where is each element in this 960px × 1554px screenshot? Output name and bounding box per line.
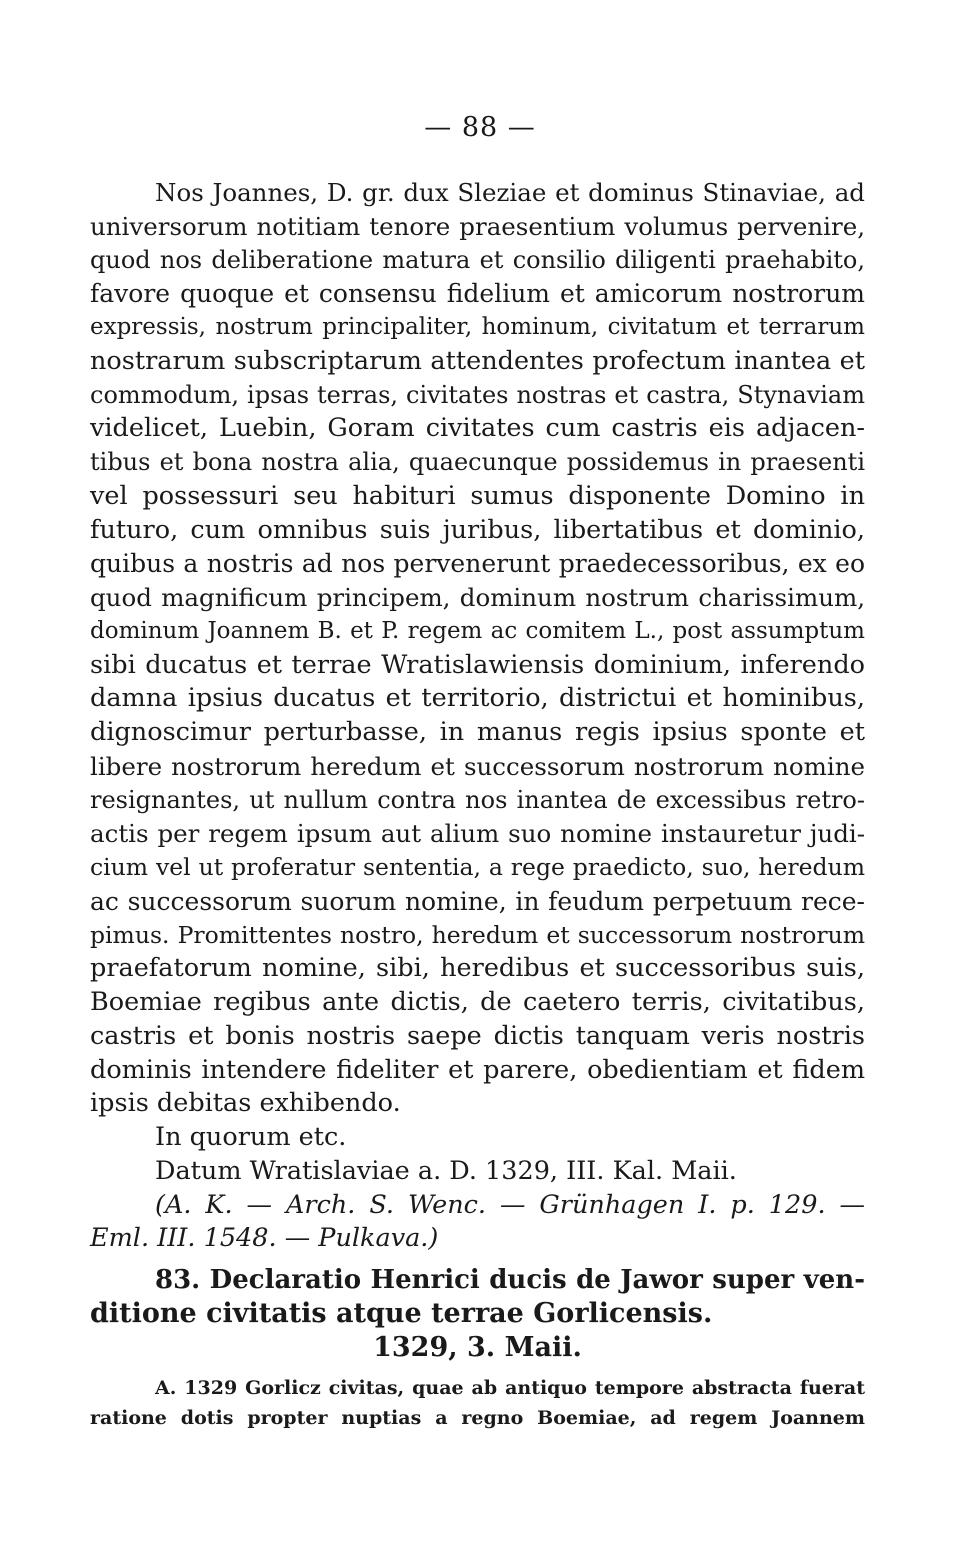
charter-line: favore quoque et consensu fidelium et amicorum nostrorum: [90, 279, 865, 309]
charter-line: Nos Joannes, D. gr. dux Sleziae et dominus Stinaviae, ad: [155, 178, 865, 207]
charter-line: castris et bonis nostris saepe dictis tanquam veris nostris: [90, 1020, 865, 1051]
charter-line: dignoscimur perturbasse, in manus regis ipsius sponte et: [90, 717, 865, 747]
heading-line: ditione civitatis atque terrae Gorlicensis.: [90, 1298, 713, 1329]
charter-line: quod nos deliberatione matura et consilio diligenti praehabito,: [90, 245, 865, 274]
charter-line: expressis, nostrum principaliter, hominum, civitatum et terrarum: [90, 314, 865, 340]
charter-line: commodum, ipsas terras, civitates nostras et castra, Stynaviam: [90, 380, 865, 409]
charter-line: resignantes, ut nullum contra nos inantea de excessibus retro-: [90, 785, 865, 814]
charter-line: dominum Joannem B. et P. regem ac comitem L., post assumptum: [90, 617, 865, 644]
in-quorum-line: In quorum etc.: [155, 1122, 347, 1152]
charter-line: damna ipsius ducatus et territorio, districtui et hominibus,: [90, 683, 865, 714]
heading-line: 83. Declaratio Henrici ducis de Jawor super ven-: [155, 1265, 865, 1295]
charter-line: pimus. Promittentes nostro, heredum et successorum nostrorum: [90, 920, 865, 949]
summary-line: A. 1329 Gorlicz civitas, quae ab antiquo tempore abstracta fuerat: [155, 1377, 865, 1399]
summary-text: [90, 1373, 865, 1433]
charter-line: cium vel ut proferatur sententia, a rege praedicto, suo, heredum: [90, 853, 865, 881]
source-citation-line: (A. K. — Arch. S. Wenc. — Grünhagen I. p. 129. —: [155, 1189, 865, 1220]
charter-line: universorum notitiam tenore praesentium volumus pervenire,: [90, 211, 865, 241]
charter-line: futuro, cum omnibus suis juribus, libertatibus et dominio,: [90, 514, 865, 545]
heading-date: 1329, 3. Maii.: [373, 1332, 582, 1363]
charter-line: ac successorum suorum nomine, in feudum perpetuum rece-: [90, 886, 865, 916]
document-heading: [90, 1263, 865, 1365]
charter-line: vel possessuri seu habituri sumus disponente Domino in: [90, 480, 865, 511]
charter-line: libere nostrorum heredum et successorum nostrorum nomine: [90, 751, 865, 781]
summary-line: ratione dotis propter nuptias a regno Boemiae, ad regem Joannem: [90, 1407, 865, 1429]
page-number: — 88 —: [424, 112, 536, 143]
charter-line: praefatorum nomine, sibi, heredibus et successoribus suis,: [90, 953, 865, 984]
charter-line: actis per regem ipsum aut alium suo nomine instauretur judi-: [90, 819, 865, 849]
charter-line: quod magnificum principem, dominum nostrum charissimum,: [90, 583, 865, 612]
charter-line: sibi ducatus et terrae Wratislawiensis dominium, inferendo: [90, 649, 865, 680]
charter-line: ipsis debitas exhibendo.: [90, 1088, 401, 1119]
datum-line: Datum Wratislaviae a. D. 1329, III. Kal. Maii.: [155, 1155, 737, 1186]
charter-line: Boemiae regibus ante dictis, de caetero terris, civitatibus,: [90, 987, 865, 1017]
charter-line: dominis intendere fideliter et parere, obedientiam et fidem: [90, 1054, 865, 1085]
charter-line: nostrarum subscriptarum attendentes profectum inantea et: [90, 345, 865, 376]
source-citation-line: Eml. III. 1548. — Pulkava.): [90, 1223, 439, 1254]
charter-line: videlicet, Luebin, Goram civitates cum castris eis adjacen-: [90, 413, 865, 444]
charter-line: quibus a nostris ad nos pervenerunt praedecessoribus, ex eo: [90, 549, 865, 579]
charter-text: [90, 176, 865, 1256]
charter-line: tibus et bona nostra alia, quaecunque possidemus in praesenti: [90, 448, 865, 476]
